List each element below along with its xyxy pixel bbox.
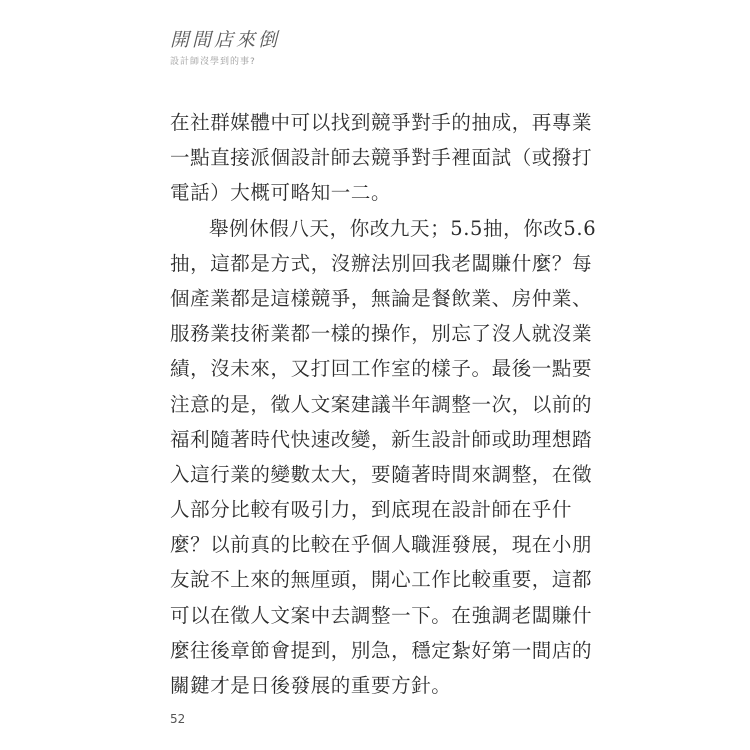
- book-subtitle: 設計師沒學到的事?: [170, 57, 256, 67]
- text-line: 麼往後章節會提到，別急，穩定紮好第一間店的: [170, 638, 593, 662]
- page-number: 52: [170, 712, 186, 726]
- paragraph-2: [170, 211, 597, 704]
- running-header: [170, 28, 280, 67]
- book-title: 開間店來倒: [170, 29, 281, 51]
- text-line: 一點直接派個設計師去競爭對手裡面試（或撥打: [170, 146, 593, 170]
- text-line: 舉例休假八天，你改九天；5.5抽，你改5.6: [209, 216, 597, 240]
- paragraph-1: [170, 105, 593, 211]
- text-line: 個產業都是這樣競爭，無論是餐飲業、房仲業、: [170, 286, 593, 310]
- text-line: 人部分比較有吸引力，到底現在設計師在乎什: [170, 498, 573, 522]
- text-line: 麼？以前真的比較在乎個人職涯發展，現在小朋: [170, 533, 593, 557]
- body-text: [170, 105, 597, 703]
- text-line: 抽，這都是方式，沒辦法別回我老闆賺什麼？每: [170, 251, 593, 275]
- text-line: 注意的是，徵人文案建議半年調整一次，以前的: [170, 392, 593, 416]
- text-line: 關鍵才是日後發展的重要方針。: [170, 674, 452, 697]
- text-line: 在社群媒體中可以找到競爭對手的抽成，再專業: [170, 111, 593, 134]
- text-line: 電話）大概可略知一二。: [170, 181, 392, 205]
- text-line: 入這行業的變數太大，要隨著時間來調整，在徵: [170, 462, 593, 486]
- text-line: 友說不上來的無厘頭，開心工作比較重要，這都: [170, 568, 593, 592]
- text-line: 可以在徵人文案中去調整一下。在強調老闆賺什: [170, 603, 593, 627]
- text-line: 績，沒未來，又打回工作室的樣子。最後一點要: [170, 357, 593, 381]
- text-line: 服務業技術業都一樣的操作，別忘了沒人就沒業: [170, 322, 593, 346]
- text-line: 福利隨著時代快速改變，新生設計師或助理想踏: [170, 427, 593, 451]
